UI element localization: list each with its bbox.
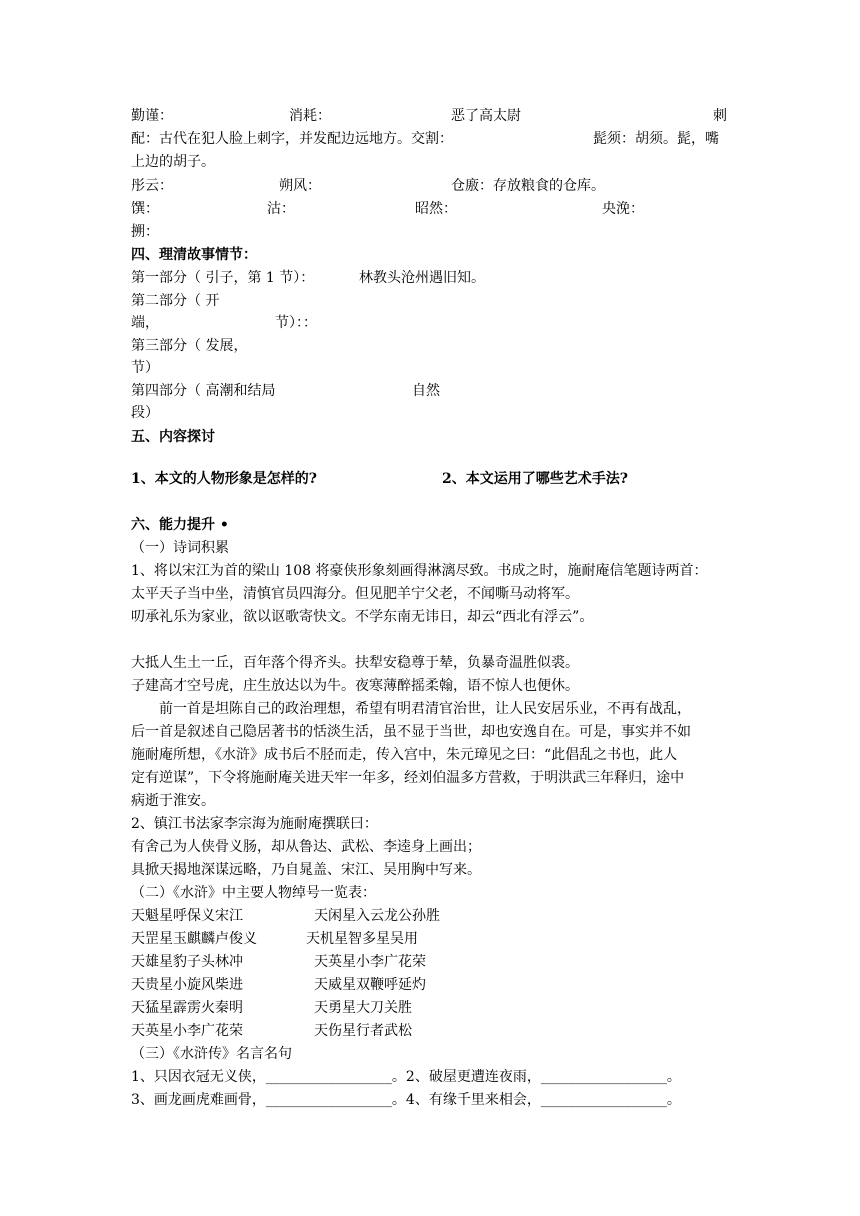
poem2-line1: 大抵人生土一丘，百年落个得齐头。扶犁安稳尊于辇，负暴奇温胜似裘。	[131, 655, 579, 671]
plot-part4-line1b: 自然	[412, 383, 440, 399]
plot-part2-line2b: 节）：：	[275, 315, 317, 331]
nickname-right: 天机星智多星吴用	[306, 931, 418, 947]
vocab-ci: 刺	[713, 108, 727, 124]
section-heading-discuss: 五、内容探讨	[131, 429, 215, 445]
discuss-question-2: 2、本文运用了哪些艺术手法?	[442, 471, 628, 487]
vocab-cangao: 仓廒：存放粮食的仓库。	[451, 178, 605, 194]
plot-part4-line1a: 第四部分（ 高潮和结局	[131, 383, 276, 399]
vocab-e-le-gaotaiwei: 恶了高太尉	[451, 108, 521, 124]
vocab-cipei-jiaoge: 配：古代在犯人脸上刺字，并发配边远地方。交割：	[131, 131, 453, 147]
couplet-line2: 具掀天揭地深谋远略，乃自晁盖、宋江、吴用胸中写来。	[131, 862, 481, 878]
plot-part3-line2: 节）	[131, 360, 159, 376]
nickname-right: 天勇星大刀关胜	[314, 1000, 412, 1016]
nickname-left: 天贵星小旋风柴进	[131, 977, 243, 993]
nickname-left: 天英星小李广花荣	[131, 1023, 243, 1039]
nickname-left: 天魁星呼保义宋江	[131, 908, 243, 924]
vocab-zhaoran: 昭然：	[415, 201, 457, 217]
vocab-zixu: 髭须：胡须。髭，嘴	[593, 131, 719, 147]
poem2-line2: 子建高才空号虎，庄生放达以为牛。夜寒薄醉摇柔翰，语不惊人也便休。	[131, 678, 579, 694]
couplet-intro: 2、镇江书法家李宗海为施耐庵撰联曰：	[131, 816, 378, 832]
poem1-line1: 太平天子当中坐，清慎官员四海分。但见肥羊宁父老，不闻嘶马动将军。	[131, 586, 579, 602]
subsection-quotes: （三）《水浒传》名言名句	[131, 1046, 292, 1062]
plot-part1-label: 第一部分（ 引子，第 1 节）：	[131, 270, 315, 286]
plot-part2-line2a: 端，	[131, 315, 159, 331]
plot-part4-line2: 段）	[131, 405, 159, 421]
plot-part3-line1: 第三部分（ 发展，	[131, 338, 248, 354]
commentary-line4: 定有逆谋”，下令将施耐庵关进天牢一年多，经刘伯温多方营救，于明洪武三年释归，途中	[131, 770, 685, 786]
vocab-tongyun: 彤云：	[131, 178, 173, 194]
section-heading-ability: 六、能力提升 •	[131, 517, 229, 533]
vocab-qinjin: 勤谨：	[131, 108, 173, 124]
couplet-line1: 有舍己为人侠骨义肠，却从鲁达、武松、李逵身上画出；	[131, 839, 481, 855]
nickname-right: 天闲星入云龙公孙胜	[314, 908, 440, 924]
nickname-left: 天雄星豹子头林冲	[131, 954, 243, 970]
nickname-right: 天英星小李广花荣	[314, 954, 426, 970]
vocab-zixu-cont: 上边的胡子。	[131, 154, 215, 170]
poem-intro: 1、将以宋江为首的梁山 108 将豪侠形象刻画得淋漓尽致。书成之时，施耐庵信笔题诗两首：	[131, 563, 708, 579]
subsection-nicknames: （二）《水浒》中主要人物绰号一览表：	[131, 885, 376, 901]
plot-part2-line1: 第二部分（ 开	[131, 293, 220, 309]
nickname-left: 天猛星霹雳火秦明	[131, 1000, 243, 1016]
quote-fill-line-1: 1、只因衣冠无义侠，__________________。2、破屋更遭连夜雨，__________________。	[131, 1069, 681, 1085]
vocab-shuofeng: 朔风：	[279, 178, 321, 194]
vocab-zhuan: 馔：	[131, 201, 159, 217]
quote-fill-line-2: 3、画龙画虎难画骨，__________________。4、有缘千里来相会，__________________。	[131, 1092, 681, 1108]
commentary-line2: 后一首是叙述自己隐居著书的恬淡生活，虽不显于当世，却也安逸自在。可是，事实并不如	[131, 724, 691, 740]
nickname-left: 天罡星玉麒麟卢俊义	[131, 931, 257, 947]
commentary-line5: 病逝于淮安。	[131, 793, 215, 809]
discuss-question-1: 1、本文的人物形象是怎样的?	[131, 471, 317, 487]
vocab-xiaohao: 消耗：	[289, 108, 331, 124]
vocab-shuo: 搠：	[131, 224, 159, 240]
plot-part1-text: 林教头沧州遇旧知。	[359, 270, 485, 286]
vocab-gu: 沽：	[267, 201, 295, 217]
subsection-poems: （一）诗词积累	[131, 540, 229, 556]
commentary-line1: 前一首是坦陈自己的政治理想，希望有明君清官治世，让人民安居乐业，不再有战乱，	[159, 701, 691, 717]
nickname-right: 天威星双鞭呼延灼	[314, 977, 426, 993]
vocab-yangmei: 央浼：	[602, 201, 644, 217]
commentary-line3: 施耐庵所想，《水浒》成书后不胫而走，传入宫中，朱元璋见之曰：“此倡乱之书也，此人	[131, 747, 678, 763]
section-heading-plot: 四、理清故事情节：	[131, 247, 257, 263]
poem1-line2: 叨承礼乐为家业，欲以讴歌寄快文。不学东南无讳日，却云“西北有浮云”。	[131, 609, 594, 625]
nickname-right: 天伤星行者武松	[314, 1023, 412, 1039]
